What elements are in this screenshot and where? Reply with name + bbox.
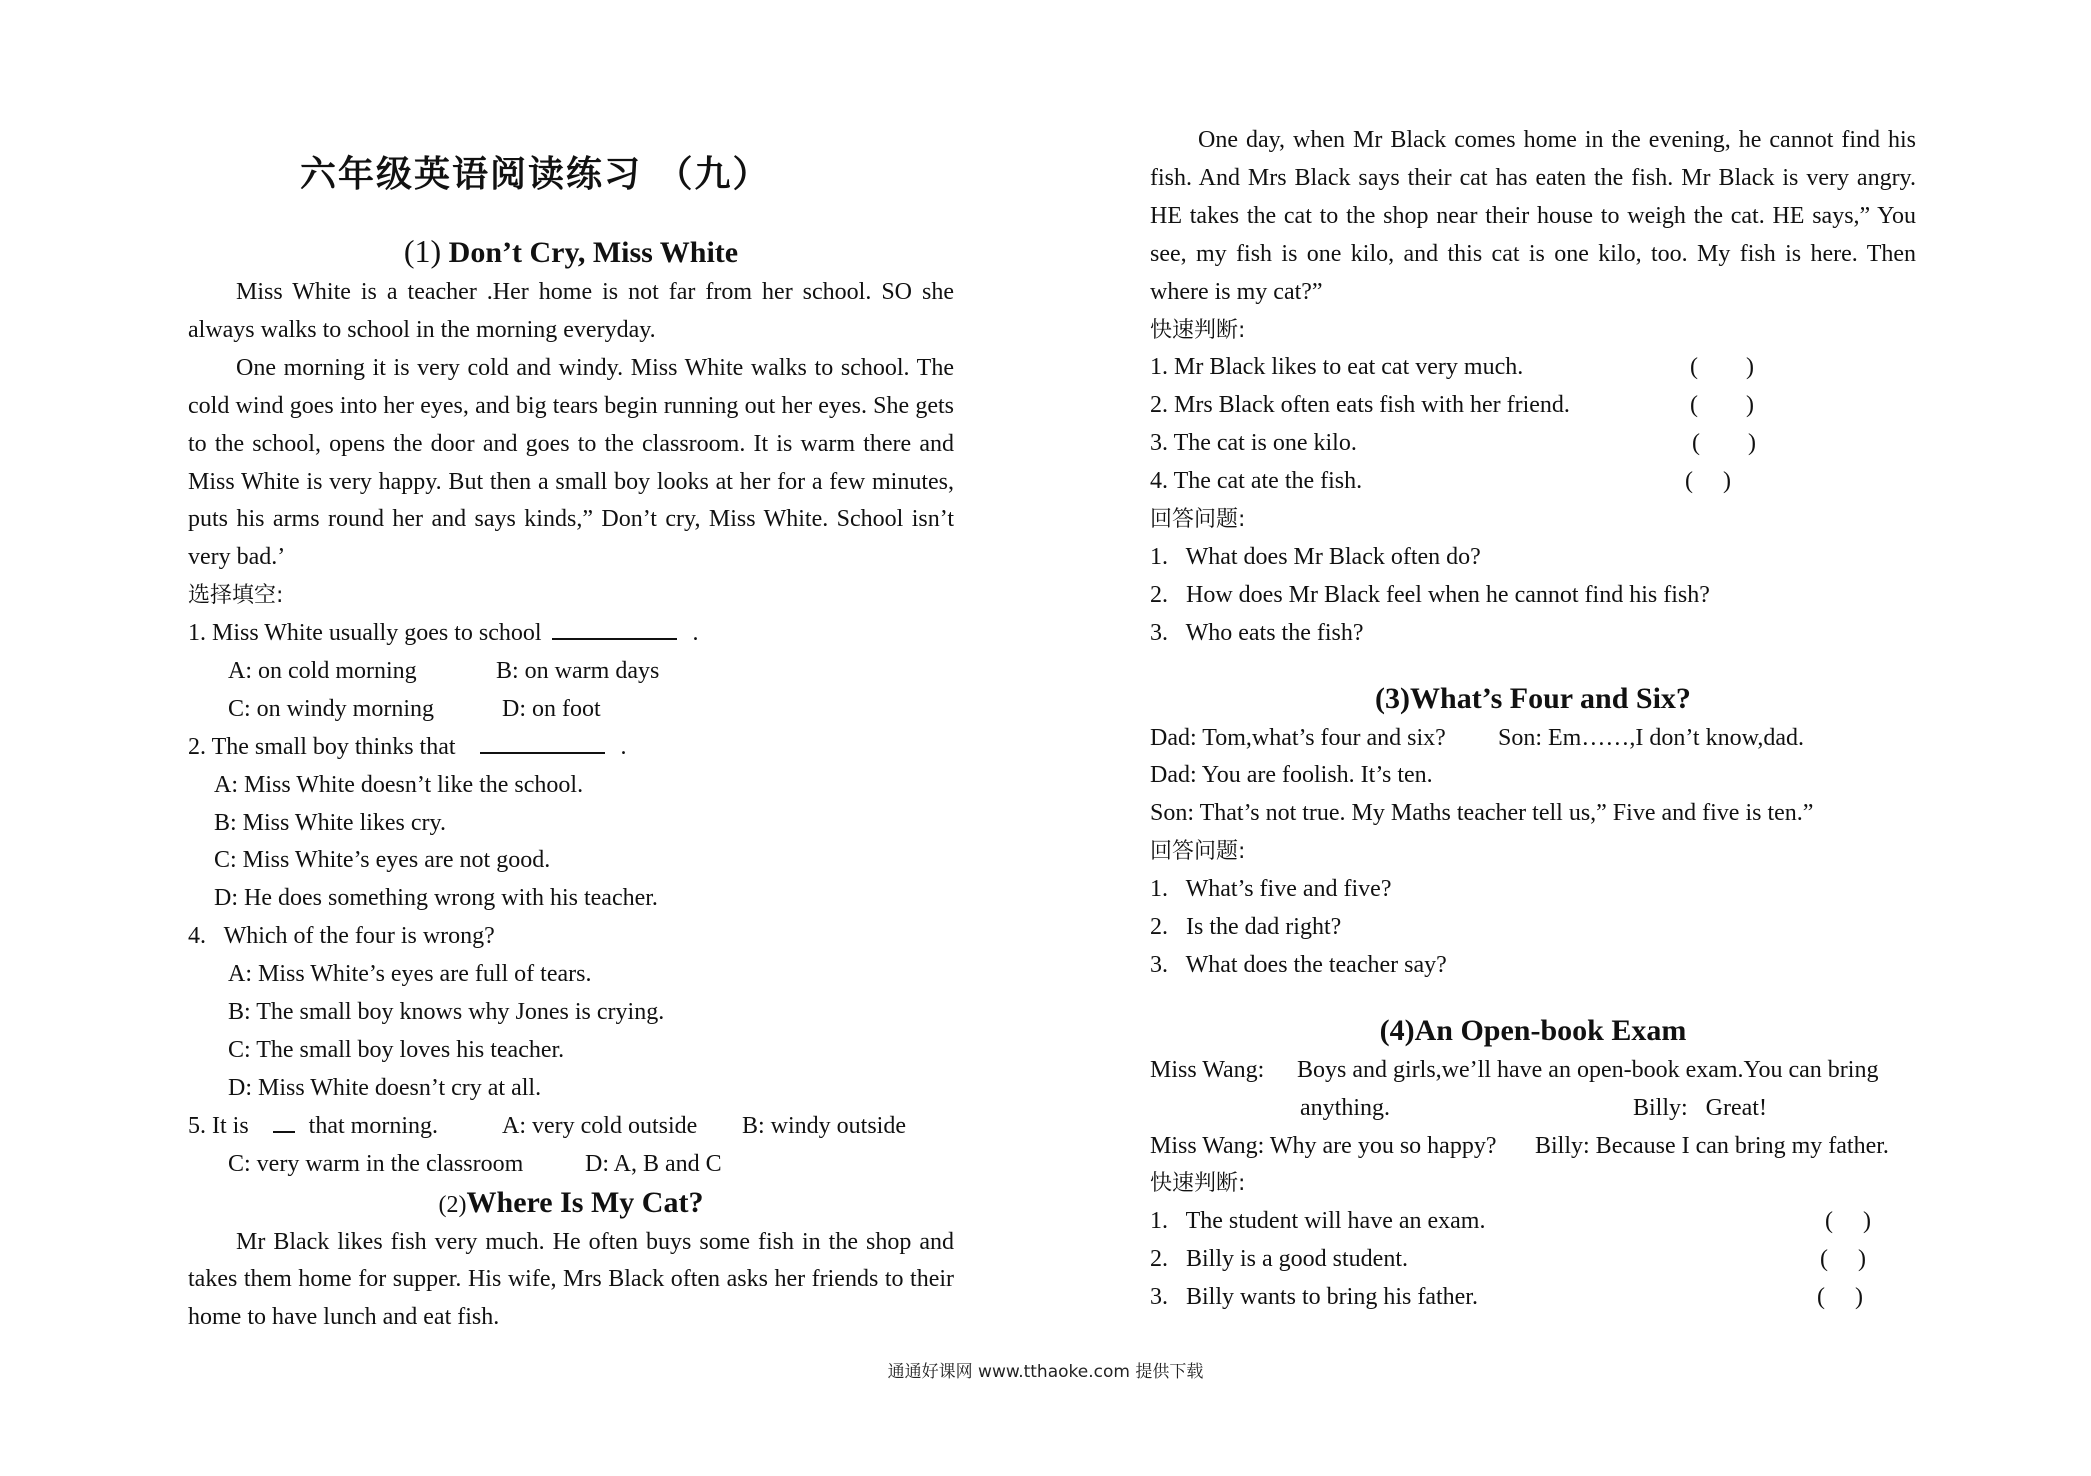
question-5-text: 5. It is [188, 1112, 249, 1139]
section-2-heading: Where Is My Cat? [466, 1185, 704, 1219]
dialogue-text: Boys and girls,we’ll have an open-book exam.You can bring [1297, 1056, 1879, 1083]
judge-item-text: 1. Mr Black likes to eat cat very much. [1150, 354, 1524, 381]
judge-item-1 [1150, 349, 1916, 387]
section-2-number: (2) [438, 1191, 467, 1218]
question-2: 2. The small boy thinks that . [188, 733, 627, 760]
dialogue-line-2 [1150, 1090, 1916, 1128]
judge-item-text: 3. The cat is one kilo. [1150, 430, 1357, 457]
question-item: 3. What does the teacher say? [1150, 951, 1447, 978]
answer-blank[interactable] [552, 618, 677, 640]
section-3-answer-label: 回答问题: [1150, 839, 1246, 865]
option-c: C: The small boy loves his teacher. [228, 1036, 565, 1063]
question-1-text: 1. Miss White usually goes to school [188, 620, 542, 647]
judge-item-text: 3. Billy wants to bring his father. [1150, 1284, 1478, 1311]
dialogue-line-1 [1150, 1052, 1916, 1090]
option-d: D: He does something wrong with his teacher. [214, 885, 658, 912]
left-column [188, 0, 954, 1337]
option-a: A: very cold outside [502, 1112, 698, 1139]
option-c: C: very warm in the classroom [228, 1150, 524, 1177]
question-item: 3. Who eats the fish? [1150, 619, 1364, 646]
judge-item-text: 1. The student will have an exam. [1150, 1208, 1486, 1235]
option-c: C: Miss White’s eyes are not good. [214, 847, 551, 874]
dialogue-dad: Dad: Tom,what’s four and six? [1150, 724, 1446, 751]
question-item: 1. What does Mr Black often do? [1150, 543, 1481, 570]
answer-parentheses[interactable]: ( ) [1817, 1284, 1863, 1311]
question-item: 2. Is the dad right? [1150, 914, 1342, 940]
section-2-answer-label: 回答问题: [1150, 506, 1246, 532]
section-1-number: (1) [403, 233, 442, 269]
judge-item-3 [1150, 1279, 1916, 1317]
section-4-judge-label: 快速判断: [1150, 1171, 1246, 1197]
answer-blank[interactable] [273, 1111, 295, 1133]
question-4: 4. Which of the four is wrong? [188, 923, 495, 950]
question-1: 1. Miss White usually goes to school . [188, 620, 699, 647]
answer-parentheses[interactable]: ( ) [1690, 392, 1754, 419]
option-d: D: on foot [502, 695, 601, 722]
section-4-title: (4)An Open-book Exam [1379, 1013, 1687, 1047]
option-d: D: A, B and C [585, 1150, 722, 1177]
judge-item-text: 2. Mrs Black often eats fish with her friend. [1150, 392, 1570, 419]
option-b: B: The small boy knows why Jones is crying. [228, 999, 665, 1026]
option-d: D: Miss White doesn’t cry at all. [228, 1074, 542, 1101]
judge-item-2 [1150, 1241, 1916, 1279]
right-column [1150, 0, 1916, 1317]
option-b: B: windy outside [742, 1112, 907, 1139]
option-b: B: Miss White likes cry. [214, 809, 446, 836]
section-2-paragraph-1: Mr Black likes fish very much. He often buys some fish in the shop and takes them home for supper. His wife, Mrs Black often asks her friends to their home to have lunch and eat fish. [188, 1228, 954, 1331]
answer-parentheses[interactable]: ( ) [1825, 1208, 1871, 1235]
section-2-paragraph-2: One day, when Mr Black comes home in the evening, he cannot find his fish. And Mrs Black says their cat has eaten the fish. Mr Black is very angry. HE takes the cat to the shop near their house to weigh the cat. HE says,” You see, my fish is one kilo, and this cat is one kilo, too. My fish is here. Then where is my cat?” [1150, 127, 1916, 305]
judge-item-2 [1150, 387, 1916, 425]
question-5 [188, 1108, 954, 1146]
judge-item-4 [1150, 463, 1916, 501]
answer-parentheses[interactable]: ( ) [1692, 430, 1756, 457]
question-1-options-row-1 [188, 653, 954, 691]
judge-item-text: 2. Billy is a good student. [1150, 1246, 1408, 1273]
speaker-miss-wang: Miss Wang: [1150, 1056, 1265, 1083]
dialogue-billy: Billy: Because I can bring my father. [1535, 1132, 1889, 1159]
option-a: A: on cold morning [228, 658, 417, 685]
section-1-paragraph-1: Miss White is a teacher .Her home is not far from her school. SO she always walks to school in the morning everyday. [188, 279, 954, 343]
section-2-title [188, 1184, 954, 1224]
section-1-title [188, 230, 954, 274]
question-item: 2. How does Mr Black feel when he cannot find his fish? [1150, 581, 1710, 608]
judge-item-1 [1150, 1203, 1916, 1241]
judge-item-3 [1150, 425, 1916, 463]
section-2-judge-label: 快速判断: [1150, 317, 1246, 343]
section-1-task-label: 选择填空: [188, 583, 284, 609]
dialogue-text: anything. [1300, 1094, 1390, 1121]
section-1-heading: Don’t Cry, Miss White [448, 236, 739, 269]
dialogue-line-2: Dad: You are foolish. It’s ten. [1150, 762, 1433, 789]
question-5-text-end: that morning. [308, 1112, 438, 1139]
question-1-options-row-2 [188, 691, 954, 729]
option-c: C: on windy morning [228, 695, 435, 722]
answer-parentheses[interactable]: ( ) [1685, 468, 1731, 495]
answer-parentheses[interactable]: ( ) [1690, 354, 1754, 381]
dialogue-line-3 [1150, 1128, 1916, 1166]
answer-blank[interactable] [480, 732, 605, 754]
section-3-title: (3)What’s Four and Six? [1375, 681, 1691, 715]
section-1-paragraph-2: One morning it is very cold and windy. Miss White walks to school. The cold wind goes into her eyes, and big tears begin running out her eyes. She gets to the school, opens the door and goes to the classroom. It is warm there and Miss White is very happy. But then a small boy looks at her for a few minutes, puts his arms round her and says kinds,” Don’t cry, Miss White. School isn’t very bad.’ [188, 354, 954, 571]
answer-parentheses[interactable]: ( ) [1820, 1246, 1866, 1273]
question-item: 1. What’s five and five? [1150, 876, 1392, 903]
question-5-options-row-2 [188, 1146, 954, 1184]
page-title: 六年级英语阅读练习 （九） [300, 154, 771, 195]
judge-item-text: 4. The cat ate the fish. [1150, 468, 1363, 495]
dialogue-line-1 [1150, 720, 1916, 758]
option-b: B: on warm days [496, 658, 660, 685]
option-a: A: Miss White’s eyes are full of tears. [228, 961, 592, 988]
dialogue-son: Son: Em……,I don’t know,dad. [1498, 724, 1804, 751]
dialogue-billy: Billy: Great! [1633, 1094, 1767, 1121]
footer-text: 通通好课网 www.tthaoke.com 提供下载 [887, 1362, 1204, 1382]
question-2-text: 2. The small boy thinks that [188, 733, 456, 760]
option-a: A: Miss White doesn’t like the school. [214, 771, 584, 798]
dialogue-miss-wang: Miss Wang: Why are you so happy? [1150, 1132, 1497, 1159]
dialogue-line-3: Son: That’s not true. My Maths teacher tell us,” Five and five is ten.” [1150, 800, 1814, 827]
